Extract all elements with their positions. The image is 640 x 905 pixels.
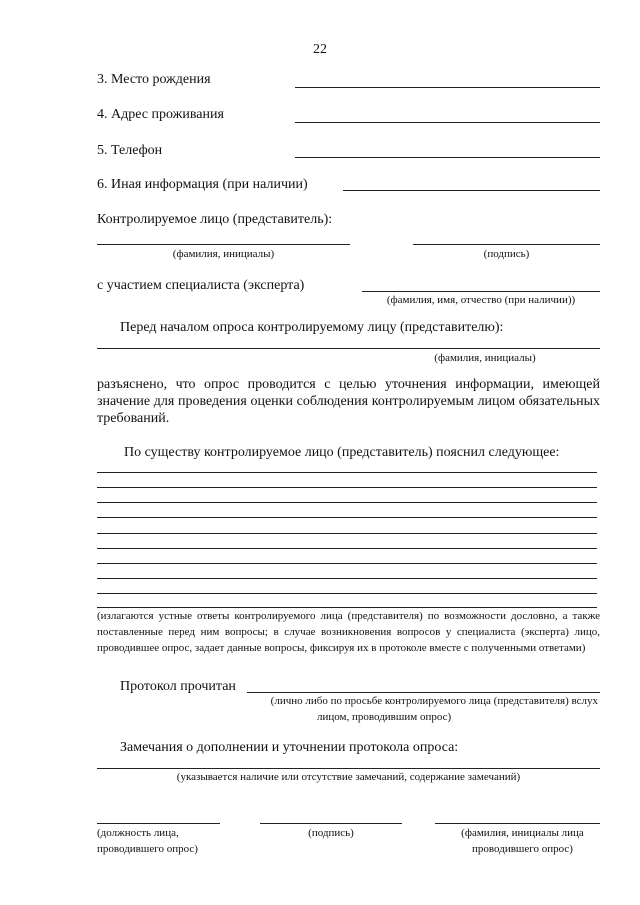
birthplace-line[interactable] <box>295 87 600 88</box>
other-info-line[interactable] <box>343 190 600 191</box>
before-survey-line[interactable] <box>97 348 600 349</box>
remarks-line[interactable] <box>97 768 600 769</box>
specialist-label: с участием специалиста (эксперта) <box>97 278 305 293</box>
explanation-paragraph: разъяснено, что опрос проводится с целью уточнения информации, имеющей значение для проведения оценки соблюдения контролируемым лицом обязательных требований. <box>97 377 600 426</box>
name-caption-1: (фамилия, инициалы лица <box>461 827 584 839</box>
controlled-person-name-line[interactable] <box>97 244 350 245</box>
statement-heading: По существу контролируемое лицо (представитель) пояснил следующее: <box>124 445 560 460</box>
specialist-line[interactable] <box>362 291 600 292</box>
page-number: 22 <box>313 42 327 57</box>
statement-line[interactable] <box>97 472 597 473</box>
name-caption-2: проводившего опрос) <box>472 843 573 855</box>
position-caption-2: проводившего опрос) <box>97 843 198 855</box>
protocol-read-caption-2: лицом, проводившим опрос) <box>317 711 452 723</box>
address-line[interactable] <box>295 122 600 123</box>
remarks-heading: Замечания о дополнении и уточнении протокола опроса: <box>120 740 459 755</box>
birthplace-label: 3. Место рождения <box>97 72 211 87</box>
controlled-person-heading: Контролируемое лицо (представитель): <box>97 212 333 227</box>
statement-line[interactable] <box>97 563 597 564</box>
statement-line[interactable] <box>97 593 597 594</box>
protocol-read-line[interactable] <box>247 692 600 693</box>
signature-line[interactable] <box>260 823 402 824</box>
statement-line[interactable] <box>97 517 597 518</box>
signature-caption: (подпись) <box>308 827 354 839</box>
statement-line[interactable] <box>97 487 597 488</box>
statement-note: (излагаются устные ответы контролируемого лица (представителя) по возможности дословно, а также поставленные перед ним вопросы; в случае возникновения вопросов у специалиста (эксперта) лицо, проводившее опрос, задает данные вопросы, фиксируя их в протоколе вместе с полученными ответами) <box>97 610 600 654</box>
protocol-read-caption-1: (лично либо по просьбе контролируемого лица (представителя) вслух <box>270 695 598 707</box>
before-survey-text: Перед началом опроса контролируемому лицу (представителю): <box>120 320 504 335</box>
protocol-read-label: Протокол прочитан <box>120 679 236 694</box>
phone-label: 5. Телефон <box>97 143 163 158</box>
position-caption-1: (должность лица, <box>97 827 179 839</box>
controlled-person-signature-line[interactable] <box>413 244 600 245</box>
statement-line[interactable] <box>97 502 597 503</box>
other-info-label: 6. Иная информация (при наличии) <box>97 177 308 192</box>
specialist-caption: (фамилия, имя, отчество (при наличии)) <box>386 294 576 306</box>
name-line[interactable] <box>435 823 600 824</box>
statement-line[interactable] <box>97 578 597 579</box>
controlled-person-name-caption: (фамилия, инициалы) <box>172 248 275 260</box>
address-label: 4. Адрес проживания <box>97 107 224 122</box>
phone-line[interactable] <box>295 157 600 158</box>
position-line[interactable] <box>97 823 220 824</box>
statement-line[interactable] <box>97 533 597 534</box>
statement-line[interactable] <box>97 548 597 549</box>
controlled-person-signature-caption: (подпись) <box>483 248 530 260</box>
before-survey-caption: (фамилия, инициалы) <box>434 352 536 364</box>
remarks-caption: (указывается наличие или отсутствие замечаний, содержание замечаний) <box>176 771 521 783</box>
